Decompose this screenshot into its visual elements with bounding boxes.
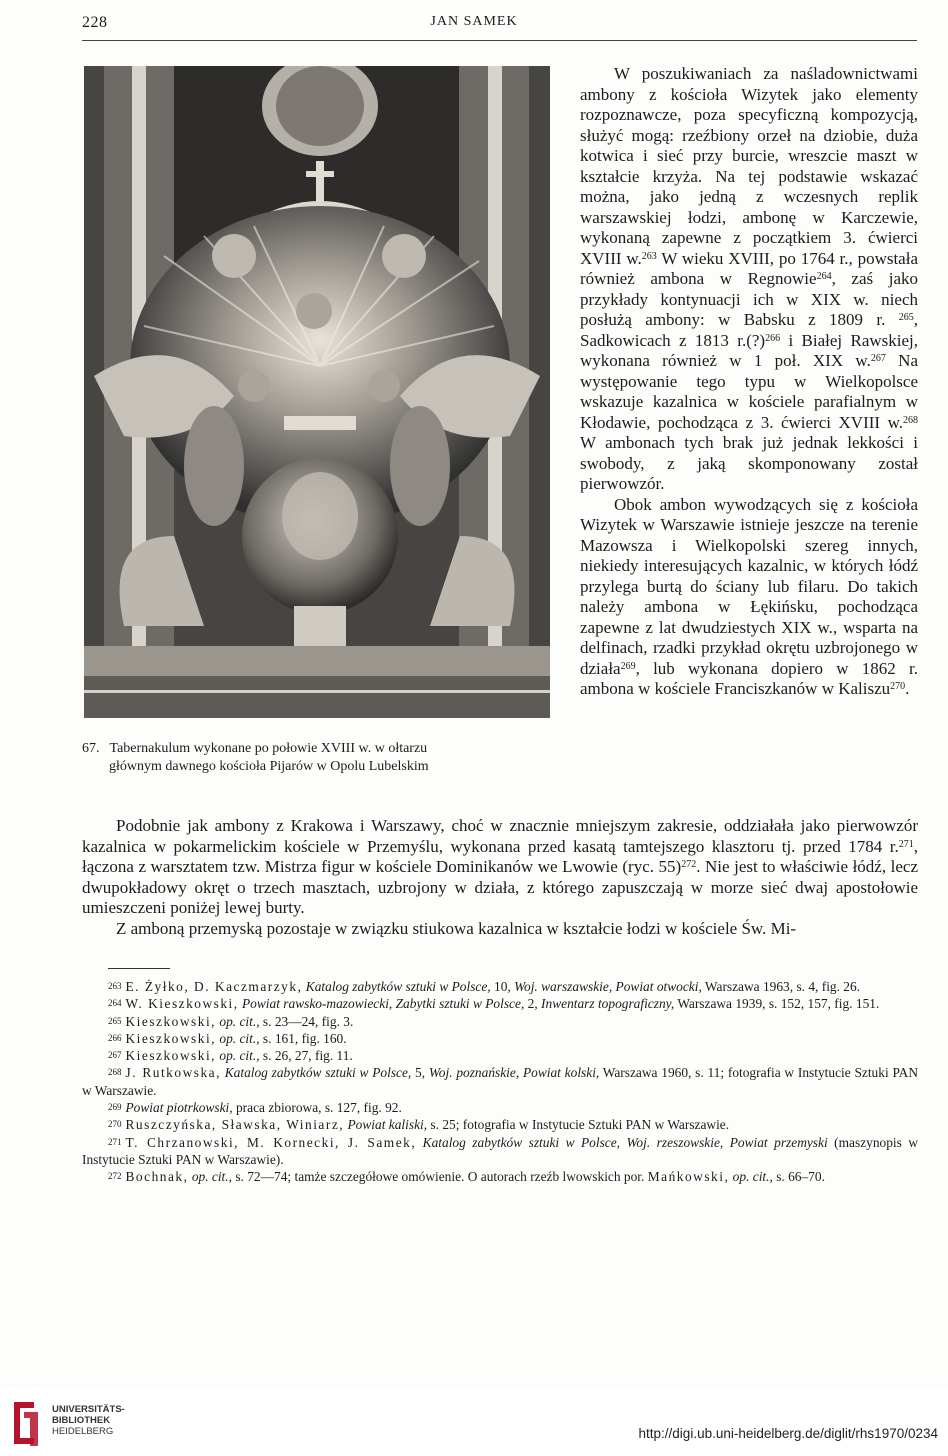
footnote (82, 978, 918, 995)
footnote-ref: 270 (890, 681, 906, 692)
footnote-rule (108, 968, 170, 969)
text-run: Obok ambon wywodzących się z kościoła Wizytek w Warszawie istnieje jeszcze na terenie Mazowsza i Wielkopolski szereg innych, niekiedy interesujących kazalnic, w których łódź przylega burtą do ściany lub filaru. Do takich należy ambona w Łękińsku, pochodząca zapewne z lat dwudziestych XIX w., wsparta na delfinach, rzadki przykład okrętu uzbrojonego w działa (580, 494, 918, 678)
paragraph (82, 816, 918, 919)
institution-name (52, 1404, 125, 1437)
footnote-ref: 264 (816, 271, 832, 282)
footnote-author: Kieszkowski, (125, 1013, 217, 1029)
footnote-author: Ruszczyńska, Sławska, Winiarz, (125, 1117, 345, 1133)
footnote-title: Powiat kaliski, (347, 1117, 428, 1133)
figure-number: 67. (82, 741, 100, 756)
footnote-ref: 269 (620, 660, 636, 672)
footnote-author: E. Żyłko, D. Kaczmarzyk, (125, 979, 303, 994)
footnote-title: Katalog zabytków sztuki w Polsce, (224, 1065, 412, 1081)
footnote-title: op. cit., (732, 1169, 773, 1185)
footnote-ref: 272 (681, 859, 697, 870)
footnote-author: W. Kieszkowski, (125, 996, 239, 1012)
footnote-author: Mańkowski, (647, 1169, 730, 1185)
footnote-title: op. cit., (219, 1048, 260, 1064)
text-run: , zaś jako przykłady kontynuacji ich w XIX w. niech posłużą ambony: w Babsku z 1809 r. (580, 269, 918, 329)
text-run: , Sadkowicach z 1813 r.(?) (580, 310, 918, 350)
footnote-title: op. cit., (191, 1169, 232, 1185)
footnote-text: 2, (524, 996, 542, 1012)
footnote (82, 995, 918, 1012)
text-run: , łączona z warsztatem tzw. Mistrza figur w kościele Dominikanów we Lwowie (ryc. 55) (82, 836, 918, 876)
footnote-text: s. 72—74; tamże szczegółowe omówienie. O autorach rzeźb lwowskich por. (231, 1169, 648, 1185)
text-run: Podobnie jak ambony z Krakowa i Warszawy, choć w znacznie mniejszym zakresie, oddziałała jako pierwowzór kazalnica w pokarmelickim kościele w Przemyślu, wykonana przed kasatą tamtejszego klasztoru tj. przed 1784 r. (82, 816, 918, 856)
right-text-column (580, 64, 918, 700)
text-run: . (905, 679, 910, 698)
text-run: W ambonach tych brak już jednak lekkości i swobody, z jaką skomponowany został pierwowzór. (580, 433, 918, 493)
footnote (82, 1030, 918, 1047)
footnote (82, 1047, 918, 1064)
footnotes (82, 978, 918, 1186)
footnote-author: Bochnak, (125, 1169, 189, 1185)
footnote-number: 269 (108, 1102, 122, 1113)
figure-caption (82, 740, 552, 776)
footnote-number: 266 (108, 1032, 122, 1043)
text-run: W wieku XVIII, po 1764 r., powstała również ambona w Regnowie (580, 248, 918, 288)
footnote-text: Warszawa 1960, s. 11; fotografia w Instytucie Sztuki PAN w Warszawie. (82, 1065, 918, 1098)
footnote-author: Kieszkowski, (125, 1048, 217, 1064)
text-run: i Białej Rawskiej, wykonana również w 1 poł. XIX w. (580, 330, 918, 370)
paragraph (580, 495, 918, 700)
institution-line: HEIDELBERG (52, 1426, 114, 1437)
permalink-url[interactable]: http://digi.ub.uni-heidelberg.de/diglit/rhs1970/0234 (638, 1426, 938, 1441)
footnote-number: 270 (108, 1119, 122, 1130)
header-rule (82, 40, 917, 41)
footnote-author: Kieszkowski, (125, 1030, 217, 1046)
footnote-title: Woj. warszawskie, Powiat otwocki, (514, 979, 702, 994)
footnote-text: s. 161, fig. 160. (259, 1030, 347, 1046)
footnote-title: op. cit., (219, 1030, 260, 1046)
footnote-ref: 268 (903, 414, 918, 426)
footnote-text: (maszynopis w Instytucie Sztuki PAN w Warszawie). (82, 1134, 918, 1167)
footnote-title: op. cit., (219, 1013, 260, 1029)
tabernacle-photograph (84, 66, 550, 718)
footnote-text: Warszawa 1939, s. 152, 157, fig. 151. (674, 996, 880, 1012)
footnote-text: s. 66–70. (772, 1169, 825, 1185)
footnote (82, 1134, 918, 1169)
footnote (82, 1099, 918, 1116)
text-run: Na występowanie tego typu w Wielkopolsce wskazuje kazalnica w kościele parafialnym w Kłodawie, pochodząca z 3. ćwierci XVIII w. (580, 351, 918, 432)
footnote-number: 263 (108, 981, 122, 991)
footnote-number: 267 (108, 1050, 122, 1061)
footnote-number: 271 (108, 1136, 122, 1147)
footnote-ref: 265 (898, 312, 914, 323)
footnote-text: s. 23—24, fig. 3. (259, 1013, 354, 1029)
footnote-text: praca zbiorowa, s. 127, fig. 92. (232, 1100, 402, 1116)
caption-line-1: Tabernakulum wykonane po połowie XVIII w. w ołtarzu (109, 741, 428, 756)
footnote-title: Powiat piotrkowski, (125, 1100, 233, 1116)
footnote (82, 1168, 918, 1185)
footnote-ref: 271 (898, 838, 914, 850)
text-run: W poszukiwaniach za naśladownictwami ambony z kościoła Wizytek jako elementy rozpoznawcze, poza specyficzną kompozycją, służyć mogą: rzeźbiony orzeł na dziobie, duża kotwica i sieć przy burcie, wreszcie maszt w kształcie krzyża. Na tej podstawie wskazać można, jako jedną z wczesnych replik warszawskiej łodzi, ambonę w Karczewie, wykonaną zapewne z początkiem 3. ćwierci XVIII w. (580, 64, 918, 268)
footnote-text: s. 26, 27, fig. 11. (259, 1048, 353, 1064)
institution-line: BIBLIOTHEK (52, 1415, 111, 1426)
paragraph: Z amboną przemyską pozostaje w związku stiukowa kazalnica w kształcie łodzi w kościele Św. Mi- (116, 918, 797, 938)
footnote-number: 265 (108, 1015, 122, 1026)
footnote-title: Inwentarz topograficzny, (541, 996, 675, 1012)
full-width-text (82, 816, 918, 939)
caption-line-2: głównym dawnego kościoła Pijarów w Opolu Lubelskim (109, 759, 429, 774)
footnote-ref: 263 (641, 250, 657, 262)
footnote-text: s. 25; fotografia w Instytucie Sztuki PAN w Warszawie. (427, 1117, 730, 1133)
footnote-number: 268 (108, 1067, 122, 1078)
footnote-author: J. Rutkowska, (125, 1065, 221, 1081)
footnote-author: T. Chrzanowski, M. Kornecki, J. Samek, (125, 1134, 417, 1150)
ub-heidelberg-logo-icon (10, 1398, 42, 1450)
text-run: , lub wykonana dopiero w 1862 r. ambona w kościele Franciszkanów w Kaliszu (580, 658, 918, 698)
footnote (82, 1013, 918, 1030)
footnote-text: 10, (490, 979, 515, 994)
footnote-text: Warszawa 1963, s. 4, fig. 26. (701, 979, 861, 994)
footnote-title: Katalog zabytków sztuki w Polsce, (305, 979, 491, 994)
page-number: 228 (82, 14, 108, 31)
footnote-number: 264 (108, 998, 122, 1009)
viewer-footer (0, 1390, 948, 1456)
footnote-ref: 266 (765, 332, 781, 344)
footnote-title: Powiat rawsko-mazowiecki, Zabytki sztuki w Polsce, (242, 996, 525, 1012)
footnote-title: Katalog zabytków sztuki w Polsce, Woj. rzeszowskie, Powiat przemyski (422, 1134, 828, 1150)
footnote (82, 1064, 918, 1099)
footnote-title: Woj. poznańskie, Powiat kolski, (428, 1065, 600, 1081)
institution-line: UNIVERSITÄTS- (52, 1404, 125, 1415)
running-title: JAN SAMEK (430, 14, 518, 29)
footnote-text: 5, (411, 1065, 429, 1081)
footnote-number: 272 (108, 1171, 122, 1182)
footnote (82, 1116, 918, 1133)
text-run: . Nie jest to właściwie łódź, lecz dwupokładowy okręt o trzech masztach, uzbrojony w działa, z którego zapuszczają w morze sieć dwaj apostołowie umieszczeni poniżej lewej burty. (82, 857, 918, 917)
footnote-ref: 267 (870, 353, 886, 364)
paragraph (580, 64, 918, 495)
